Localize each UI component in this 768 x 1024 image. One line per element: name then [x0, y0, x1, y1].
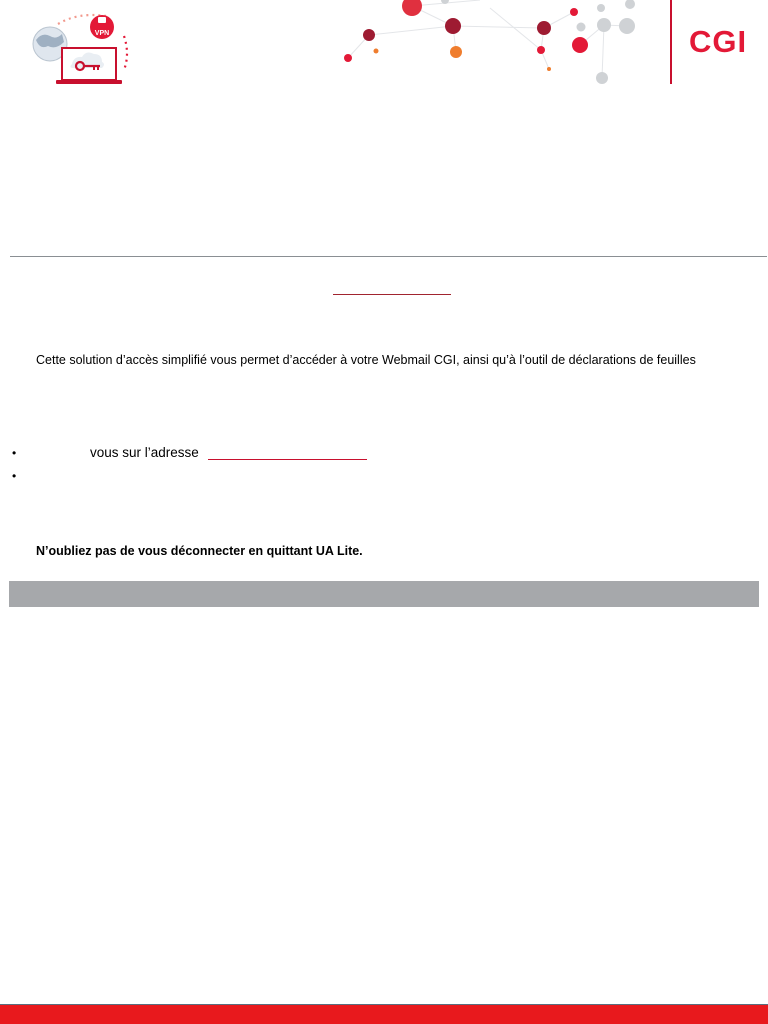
footer-band: [0, 1004, 768, 1024]
list-item: [12, 444, 712, 462]
vpn-badge-label: VPN: [94, 30, 110, 37]
vpn-logo: [28, 10, 134, 88]
section-band: [9, 581, 759, 607]
network-graphic: [330, 0, 670, 90]
brand-logo-text: CGI: [688, 24, 748, 59]
bullet-point: •: [12, 469, 17, 483]
list-item: [12, 469, 712, 487]
list-item-text: vous sur l’adresse: [90, 445, 199, 460]
bullet-point: •: [12, 446, 17, 460]
intro-paragraph: Cette solution d’accès simplifié vous permet d’accéder à votre Webmail CGI, ainsi qu’à l’outil de déclarations de feuilles: [36, 353, 696, 367]
logout-reminder: N’oubliez pas de vous déconnecter en quittant UA Lite.: [36, 544, 363, 558]
title-underline: [333, 294, 451, 295]
brand-logo: [670, 0, 768, 84]
address-link[interactable]: [208, 459, 367, 460]
header-divider: [10, 256, 767, 257]
